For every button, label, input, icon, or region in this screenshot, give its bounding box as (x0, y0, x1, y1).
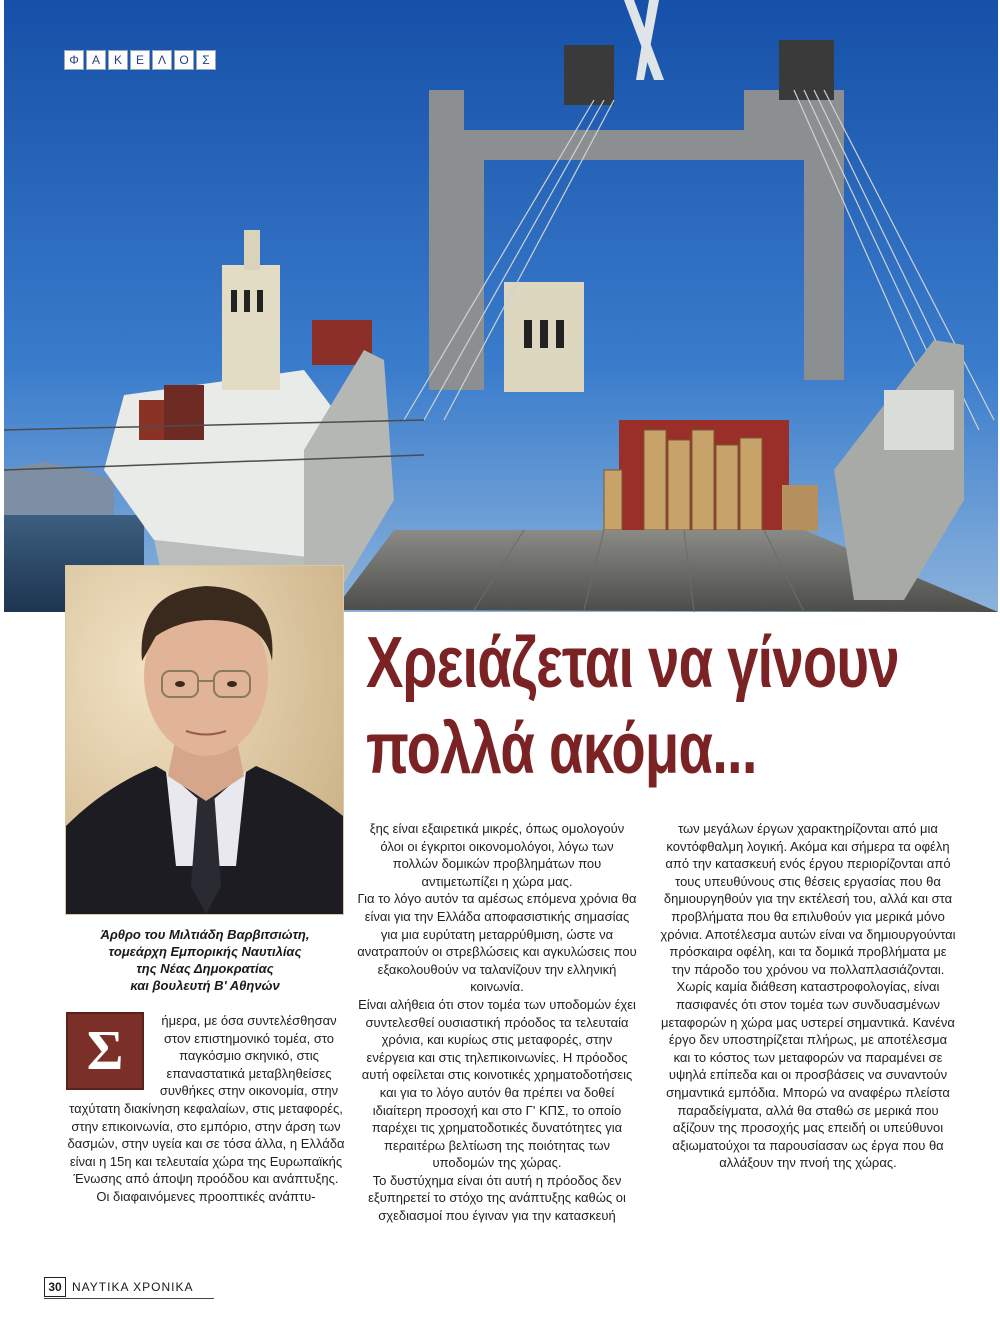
ship-illustration (4, 0, 998, 612)
section-letter: Α (86, 50, 106, 70)
paragraph: ξης είναι εξαιρετικά μικρές, όπως ομολογούν όλοι οι έγκριτοι οικονομολόγοι, λόγω των πολλών δομικών προβλημάτων που αντιμετωπίζει η χώρα μας. (369, 821, 625, 889)
paragraph: των μεγάλων έργων χαρακτηρίζονται από μια κοντόφθαλμη λογική. Ακόμα και σήμερα τα οφέλη από την κατασκευή ενός έργου περιορίζονται από τους υπευθύνους στις θέσεις εργασίας που θα δημιουργηθούν για την εκτέλεσή του, αλλά και στα προβλήματα που θα επιλυθούν για μερικά μόνο χρόνια. Αποτέλεσμα αυτών είναι να δημιουργούνται πρόσκαιρα οφέλη, και τα δομικά προβλήματα με την πάροδο του χρόνου να πολλαπλασιάζονται. Χωρίς καμία διάθεση καταστροφολογίας, είναι πασιφανές ότι στον τομέα των συνδυασμένων μεταφορών η χώρα μας υστερεί σημαντικά. Κανένα έργο δεν υποστηρίζεται πλήρως, με αποτέλεσμα και το κόστος των μεταφορών να παραμένει σε υψηλά επίπεδα και οι προσβάσεις να συναντούν σημαντικά εμπόδια. Μπορώ να αναφέρω πλείστα παραδείγματα, αλλά θα σταθώ σε μερικά που αξίζουν της προσοχής μας επειδή οι υπεύθυνοι αξιωματούχοι τα παρουσίασαν ως έργα που θα αλλάξουν την πνοή της χώρας. (660, 821, 956, 1171)
paragraph: Για το λόγο αυτόν τα αμέσως επόμενα χρόνια θα είναι για την Ελλάδα αποφασιστικής σημασίας για μια ευρύτατη μεταρρύθμιση, ώστε να ανατραπούν οι στρεβλώσεις και αγκυλώσεις που εξακολουθούν να ταλανίζουν την ελληνική κοινωνία. (357, 891, 637, 995)
publication-name: ΝΑΥΤΙΚΑ ΧΡΟΝΙΚΑ (72, 1280, 194, 1294)
paragraph: ήμερα, με όσα συντελέσθησαν στον επιστημονικό τομέα, στο παγκόσμιο σκηνικό, στις επαναστατικά μεταβληθείσες συνθήκες στην οικονομία, στην ταχύτατη διακίνηση κεφαλαίων, στις μεταφορές, στην επικοινωνία, στο εμπόριο, στην άρση των δασμών, στην υγεία και σε τόσα άλλα, η Ελλάδα είναι η 15η και τελευταία χώρα της Ευρωπαϊκής Ένωσης από άποψη προόδου και ανάπτυξης. Οι διαφαινόμενες προοπτικές ανάπτυ- (67, 1013, 345, 1204)
headline-line-2: πολλά ακόμα... (366, 709, 757, 789)
author-byline (60, 926, 350, 994)
section-letter: Λ (152, 50, 172, 70)
section-letter: Ο (174, 50, 194, 70)
headline-line-1: Χρειάζεται να γίνουν (366, 623, 899, 703)
section-letter: Κ (108, 50, 128, 70)
hero-photo-ship-ramp (4, 0, 998, 612)
byline-line: και βουλευτή Β' Αθηνών (130, 978, 280, 993)
section-letter: Φ (64, 50, 84, 70)
section-letter: Ε (130, 50, 150, 70)
article-column-3 (660, 820, 956, 1172)
section-letter: Σ (196, 50, 216, 70)
portrait-illustration (66, 566, 343, 914)
dropcap: Σ (66, 1012, 144, 1090)
author-portrait (66, 566, 343, 914)
article-headline (366, 620, 986, 792)
section-tag-fakelos (64, 50, 216, 70)
page-number: 30 (44, 1277, 66, 1297)
byline-line: της Νέας Δημοκρατίας (136, 961, 274, 976)
page-footer (44, 1276, 214, 1299)
byline-line: τομεάρχη Εμπορικής Ναυτιλίας (108, 944, 302, 959)
paragraph: Είναι αλήθεια ότι στον τομέα των υποδομών έχει συντελεσθεί ουσιαστική πρόοδος τα τελευταία χρόνια, και κυρίως στις μεταφορές, στην ενέργεια και στις τηλεπικοινωνίες. Η πρόοδος αυτή οφείλεται στις κοινοτικές χρηματοδοτήσεις και για το λόγο αυτόν θα πρέπει να δοθεί ιδιαίτερη προσοχή και στο Γ' ΚΠΣ, το οποίο παρέχει τις χρηματοδοτικές δυνατότητες για περαιτέρω βελτίωση της ποιότητας των υποδομών της χώρας. (358, 996, 636, 1171)
article-column-2 (357, 820, 637, 1225)
byline-line: Άρθρο του Μιλτιάδη Βαρβιτσιώτη, (100, 927, 310, 942)
paragraph: Το δυστύχημα είναι ότι αυτή η πρόοδος δεν εξυπηρετεί το στόχο της ανάπτυξης καθώς οι σχεδιασμοί που έγιναν για την κατασκευή (368, 1172, 626, 1224)
article-column-1 (66, 1012, 346, 1206)
